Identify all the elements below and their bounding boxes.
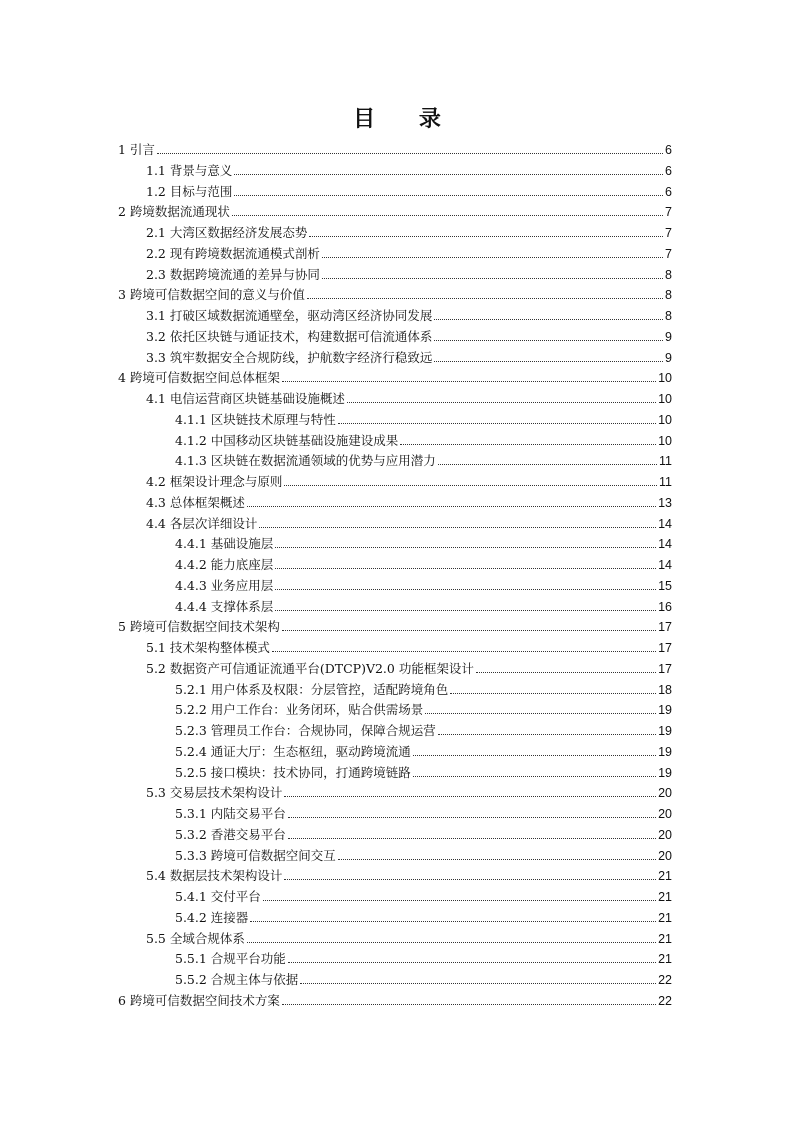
toc-entry[interactable]: [0, 553, 672, 573]
toc-leader-dots: [282, 629, 656, 631]
toc-entry-label: 4.3 总体框架概述: [146, 494, 245, 510]
toc-entry[interactable]: [0, 802, 672, 822]
toc-leader-dots: [338, 858, 656, 860]
toc-entry-label: 4.4.2 能力底座层: [175, 557, 274, 572]
toc-entry-page-number: 16: [658, 599, 672, 614]
toc-entry[interactable]: [0, 408, 672, 428]
toc-entry-page-number: 21: [658, 890, 672, 904]
toc-leader-dots: [413, 754, 656, 756]
toc-entry-page-number: 11: [659, 475, 672, 489]
toc-entry[interactable]: [0, 678, 672, 698]
toc-entry-page-number: 22: [658, 973, 672, 987]
toc-entry-page-number: 6: [665, 184, 672, 199]
toc-entry[interactable]: [0, 366, 672, 386]
toc-entry-page-number: 11: [659, 454, 672, 469]
toc-entry-label: 5.2.1 用户体系及权限：分层管控，适配跨境角色: [175, 681, 449, 697]
toc-leader-dots: [284, 484, 657, 486]
toc-entry[interactable]: [0, 304, 672, 324]
toc-entry-page-number: 7: [665, 205, 672, 220]
toc-entry[interactable]: [0, 781, 672, 801]
toc-entry-page-number: 10: [658, 412, 672, 427]
toc-entry-page-number: 10: [658, 433, 672, 448]
toc-leader-dots: [263, 899, 656, 901]
toc-entry-page-number: 14: [658, 537, 672, 552]
toc-entry-label: 5.2.2 用户工作台：业务闭环，贴合供需场景: [175, 702, 424, 718]
toc-entry-label: 2.3 数据跨境流通的差异与协同: [146, 266, 320, 282]
toc-leader-dots: [476, 671, 656, 673]
toc-entry[interactable]: [0, 532, 672, 552]
toc-entry-label: 4.4 各层次详细设计: [146, 515, 258, 531]
toc-entry-page-number: 9: [665, 329, 672, 344]
toc-entry-label: 5.5.1 合规平台功能: [175, 951, 286, 967]
toc-entry[interactable]: [0, 885, 672, 905]
toc-entry-label: 4.4.1 基础设施层: [175, 536, 274, 552]
toc-entry-label: 5 跨境可信数据空间技术架构: [118, 619, 280, 635]
toc-entry[interactable]: [0, 325, 672, 345]
toc-leader-dots: [282, 380, 656, 382]
toc-entry[interactable]: [0, 180, 672, 200]
toc-entry-label: 5.4.1 交付平台: [175, 889, 261, 904]
toc-entry-page-number: 18: [658, 682, 672, 697]
toc-entry-label: 5.5 全域合规体系: [146, 930, 245, 946]
toc-entry-page-number: 8: [665, 309, 672, 323]
toc-entry-label: 5.3.3 跨境可信数据空间交互: [175, 847, 336, 863]
toc-leader-dots: [275, 609, 656, 611]
toc-leader-dots: [284, 795, 656, 797]
toc-entry[interactable]: [0, 138, 672, 158]
toc-entry-label: 4.1.1 区块链技术原理与特性: [175, 411, 336, 427]
toc-entry[interactable]: [0, 636, 672, 656]
toc-leader-dots: [438, 733, 656, 735]
toc-entry-label: 5.3 交易层技术架构设计: [146, 785, 283, 801]
toc-entry-page-number: 20: [658, 827, 672, 842]
toc-entry[interactable]: [0, 512, 672, 532]
toc-leader-dots: [234, 173, 663, 175]
toc-leader-dots: [425, 712, 656, 714]
toc-entry-label: 5.2 数据资产可信通证流通平台(DTCP)V2.0 功能框架设计: [146, 660, 474, 676]
toc-entry-label: 5.4.2 连接器: [175, 909, 249, 925]
toc-entry[interactable]: [0, 864, 672, 884]
toc-leader-dots: [300, 982, 656, 984]
toc-entry-page-number: 22: [658, 993, 672, 1008]
toc-leader-dots: [438, 463, 657, 465]
toc-entry[interactable]: [0, 740, 672, 760]
toc-entry-label: 5.5.2 合规主体与依据: [175, 972, 299, 987]
toc-entry-page-number: 8: [665, 288, 672, 303]
toc-leader-dots: [288, 837, 656, 839]
toc-leader-dots: [275, 567, 656, 569]
toc-leader-dots: [288, 816, 656, 818]
toc-entry-label: 5.2.3 管理员工作台：合规协同，保障合规运营: [175, 723, 436, 738]
toc-entry[interactable]: [0, 429, 672, 449]
toc-entry-page-number: 21: [658, 952, 672, 967]
toc-leader-dots: [288, 961, 656, 963]
toc-entry-page-number: 21: [658, 931, 672, 946]
toc-entry[interactable]: [0, 657, 672, 677]
toc-entry-label: 5.2.5 接口模块：技术协同，打通跨境链路: [175, 764, 411, 780]
toc-entry-page-number: 7: [665, 246, 672, 261]
toc-leader-dots: [247, 505, 656, 507]
toc-entry-page-number: 10: [658, 392, 672, 406]
toc-entry[interactable]: [0, 242, 672, 262]
toc-entry-page-number: 17: [658, 641, 672, 655]
toc-entry[interactable]: [0, 449, 672, 469]
toc-entry-page-number: 7: [665, 226, 672, 240]
toc-leader-dots: [434, 360, 663, 362]
toc-leader-dots: [275, 546, 656, 548]
toc-entry[interactable]: [0, 761, 672, 781]
toc-leader-dots: [309, 235, 663, 237]
toc-entry-label: 1.2 目标与范围: [146, 183, 233, 199]
toc-entry-label: 4.1.3 区块链在数据流通领域的优势与应用潜力: [175, 453, 436, 469]
toc-leader-dots: [322, 256, 663, 258]
toc-entry-page-number: 14: [658, 558, 672, 572]
toc-leader-dots: [450, 692, 656, 694]
toc-leader-dots: [157, 152, 663, 154]
toc-entry-page-number: 17: [658, 661, 672, 676]
toc-entry-page-number: 20: [658, 807, 672, 821]
toc-entry-label: 4.4.3 业务应用层: [175, 577, 274, 593]
toc-leader-dots: [434, 318, 663, 320]
toc-entry-label: 3.1 打破区域数据流通壁垒，驱动湾区经济协同发展: [146, 308, 433, 323]
toc-entry[interactable]: [0, 574, 672, 594]
toc-entry-page-number: 19: [658, 765, 672, 780]
toc-leader-dots: [347, 401, 656, 403]
toc-entry-page-number: 14: [658, 516, 672, 531]
toc-entry-page-number: 20: [658, 848, 672, 863]
toc-entry[interactable]: [0, 263, 672, 283]
toc-entry-label: 3.2 依托区块链与通证技术，构建数据可信流通体系: [146, 328, 433, 344]
toc-entry-page-number: 19: [658, 703, 672, 718]
toc-entry-page-number: 21: [658, 869, 672, 884]
toc-entry[interactable]: [0, 159, 672, 179]
toc-entry-label: 4.4.4 支撑体系层: [175, 598, 274, 614]
toc-leader-dots: [250, 920, 656, 922]
toc-entry[interactable]: [0, 346, 672, 366]
toc-leader-dots: [322, 277, 663, 279]
toc-entry-label: 4 跨境可信数据空间总体框架: [118, 370, 280, 386]
toc-entry-page-number: 13: [658, 495, 672, 510]
toc-entry[interactable]: [0, 698, 672, 718]
toc-leader-dots: [434, 339, 663, 341]
toc-entry-page-number: 20: [658, 786, 672, 801]
toc-entry[interactable]: [0, 947, 672, 967]
toc-entry-page-number: 8: [665, 267, 672, 282]
toc-entry-label: 4.2 框架设计理念与原则: [146, 474, 283, 489]
toc-entry[interactable]: [0, 595, 672, 615]
toc-entry-label: 6 跨境可信数据空间技术方案: [118, 992, 280, 1008]
toc-entry-page-number: 15: [658, 578, 672, 593]
toc-entry[interactable]: [0, 906, 672, 926]
toc-entry-label: 5.2.4 通证大厅：生态枢纽，驱动跨境流通: [175, 743, 411, 759]
toc-entry[interactable]: [0, 221, 672, 241]
toc-entry[interactable]: [0, 283, 672, 303]
toc-entry-label: 5.1 技术架构整体模式: [146, 640, 270, 655]
toc-entry-page-number: 19: [658, 744, 672, 759]
toc-leader-dots: [272, 650, 656, 652]
toc-entry[interactable]: [0, 989, 672, 1009]
toc-leader-dots: [232, 214, 663, 216]
toc-leader-dots: [413, 775, 656, 777]
toc-leader-dots: [234, 194, 663, 196]
toc-entry[interactable]: [0, 615, 672, 635]
toc-entry[interactable]: [0, 844, 672, 864]
toc-entry-label: 4.1.2 中国移动区块链基础设施建设成果: [175, 432, 399, 448]
toc-entry-page-number: 6: [665, 143, 672, 157]
toc-entry-label: 2 跨境数据流通现状: [118, 204, 230, 220]
toc-entry[interactable]: [0, 927, 672, 947]
toc-entry[interactable]: [0, 387, 672, 407]
toc-entry[interactable]: [0, 719, 672, 739]
toc-leader-dots: [284, 878, 656, 880]
page-title: 目 录: [353, 106, 459, 132]
toc-entry-label: 2.1 大湾区数据经济发展态势: [146, 225, 308, 240]
toc-entry[interactable]: [0, 968, 672, 988]
toc-leader-dots: [259, 526, 656, 528]
toc-entry[interactable]: [0, 470, 672, 490]
toc-entry[interactable]: [0, 491, 672, 511]
toc-leader-dots: [338, 422, 656, 424]
toc-entry-page-number: 17: [658, 620, 672, 635]
toc-entry[interactable]: [0, 823, 672, 843]
toc-leader-dots: [282, 1003, 656, 1005]
toc-entry-label: 5.3.2 香港交易平台: [175, 826, 286, 842]
toc-entry-label: 5.4 数据层技术架构设计: [146, 868, 283, 884]
toc-leader-dots: [247, 941, 656, 943]
toc-entry-label: 1.1 背景与意义: [146, 162, 233, 178]
toc-entry-page-number: 6: [665, 163, 672, 178]
toc-entry-label: 2.2 现有跨境数据流通模式剖析: [146, 245, 320, 261]
toc-entry-page-number: 21: [658, 910, 672, 925]
toc-entry-label: 3 跨境可信数据空间的意义与价值: [118, 287, 305, 303]
toc-entry-label: 4.1 电信运营商区块链基础设施概述: [146, 391, 345, 406]
toc-leader-dots: [400, 443, 656, 445]
toc-entry-label: 3.3 筑牢数据安全合规防线，护航数字经济行稳致远: [146, 349, 433, 365]
toc-leader-dots: [307, 297, 663, 299]
toc-entry-page-number: 19: [658, 724, 672, 738]
toc-entry[interactable]: [0, 200, 672, 220]
toc-entry-page-number: 10: [658, 371, 672, 386]
toc-entry-label: 1 引言: [118, 142, 155, 157]
toc-entry-page-number: 9: [665, 350, 672, 365]
toc-leader-dots: [275, 588, 656, 590]
toc-entry-label: 5.3.1 内陆交易平台: [175, 806, 286, 821]
